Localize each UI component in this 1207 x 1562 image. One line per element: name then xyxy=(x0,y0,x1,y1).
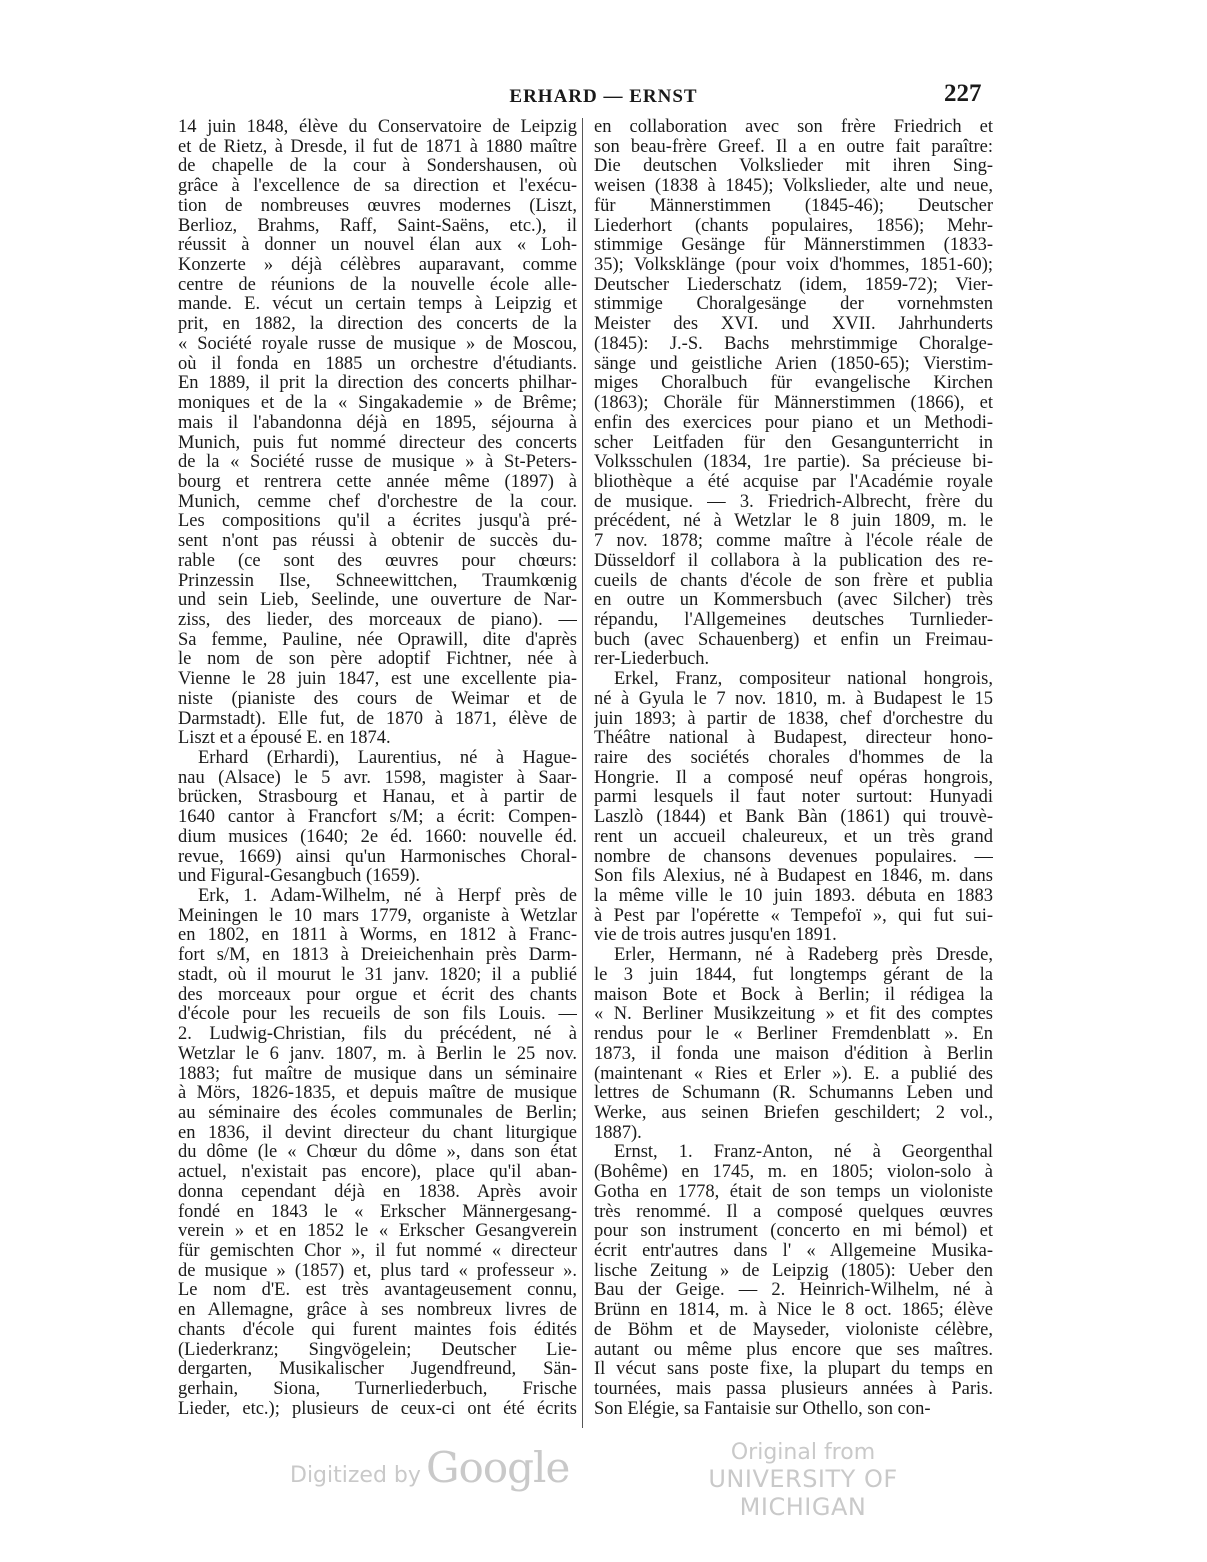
text-line: 14 juin 1848, élève du Conservatoire de Leipzig xyxy=(178,118,577,137)
text-line: moniques et de la « Singakademie » de Brême; xyxy=(178,394,577,414)
text-line: Son Elégie, sa Fantaisie sur Othello, son con- xyxy=(594,1399,931,1419)
left-column xyxy=(178,118,577,1419)
text-line: sent n'ont pas réussi à obtenir de succès du- xyxy=(178,532,577,552)
text-line: juin 1893; à partir de 1838, chef d'orchestre du xyxy=(594,709,993,729)
text-line: Ernst, 1. Franz-Anton, né à Georgenthal xyxy=(614,1143,993,1163)
text-line: de Böhm et de Mayseder, violoniste célèbre, xyxy=(594,1320,993,1340)
text-line: mande. E. vécut un certain temps à Leipzig et xyxy=(178,295,577,315)
text-line: donna cependant déjà en 1838. Après avoir xyxy=(178,1182,577,1202)
text-line: vie de trois autres jusqu'en 1891. xyxy=(594,926,837,946)
text-line: fondé en 1843 le « Erkscher Männergesang- xyxy=(178,1202,577,1222)
text-line: de musique » (1857) et, plus tard « professeur ». xyxy=(178,1261,577,1281)
text-line: écrit entr'autres dans l' « Allgemeine Musika- xyxy=(594,1241,993,1261)
text-line: revue, 1669) ainsi qu'un Harmonisches Choral- xyxy=(178,847,577,867)
text-line: Meiningen le 10 mars 1779, organiste à Wetzlar xyxy=(178,906,577,926)
text-line: brücken, Strasbourg et Hanau, et à partir de xyxy=(178,788,577,808)
text-line: la même ville le 10 juin 1893. débuta en 1883 xyxy=(594,887,993,907)
text-line: bourg et rentrera cette année même (1897) à xyxy=(178,472,577,492)
text-line: Brünn en 1814, m. à Nice le 8 oct. 1865; élève xyxy=(594,1301,993,1321)
text-line: répandu, l'Allgemeines deutsches Turnlieder- xyxy=(594,610,993,630)
text-line: 7 nov. 1878; comme maître à l'école réale de xyxy=(594,532,993,552)
text-line: Lieder, etc.); plusieurs de ceux-ci ont été écrits xyxy=(178,1399,577,1419)
text-line: (maintenant « Ries et Erler »). E. a publié des xyxy=(594,1064,993,1084)
text-line: en collaboration avec son frère Friedrich et xyxy=(594,118,993,137)
text-line: (Liederkranz; Singvögelein; Deutscher Lie- xyxy=(178,1340,577,1360)
text-line: Konzerte » déjà célèbres auparavant, comme xyxy=(178,256,577,276)
text-line: en 1836, il devint directeur du chant liturgique xyxy=(178,1123,577,1143)
text-line: Erkel, Franz, compositeur national hongrois, xyxy=(614,670,993,690)
text-line: de la « Société russe de musique » à St-Peters- xyxy=(178,453,577,473)
text-line: weisen (1838 à 1845); Volkslieder, alte und neue, xyxy=(594,177,993,197)
text-line: dium musices (1640; 2e éd. 1660: nouvelle éd. xyxy=(178,827,577,847)
university-label: UNIVERSITY OF MICHIGAN xyxy=(708,1465,898,1521)
text-line: verein » et en 1852 le « Erkscher Gesangverein xyxy=(178,1222,577,1242)
text-line: und sein Lieb, Seelinde, une ouverture de Nar- xyxy=(178,591,577,611)
text-line: 2. Ludwig-Christian, fils du précédent, né à xyxy=(178,1025,577,1045)
text-line: le nom de son père adoptif Fichtner, née à xyxy=(178,650,577,670)
text-line: Berlioz, Brahms, Raff, Saint-Saëns, etc.), il xyxy=(178,216,577,236)
text-line: 35); Volksklänge (pour voix d'hommes, 1851-60); xyxy=(594,256,993,276)
text-line: Meister des XVI. und XVII. Jahrhunderts xyxy=(594,315,993,335)
text-line: en Allemagne, grâce à ses nombreux livres de xyxy=(178,1301,577,1321)
text-line: son beau-frère Greef. Il a en outre fait paraître: xyxy=(594,137,993,157)
text-line: Munich, puis fut nommé directeur des concerts xyxy=(178,433,577,453)
text-line: lettres de Schumann (R. Schumanns Leben und xyxy=(594,1084,993,1104)
original-from-label: Original from xyxy=(730,1440,876,1465)
text-line: Die deutschen Volkslieder mit ihren Sing- xyxy=(594,157,993,177)
text-line: Laszlò (1844) et Bank Bàn (1861) qui trouvè- xyxy=(594,808,993,828)
text-line: Prinzessin Ilse, Schneewittchen, Traumkœnig xyxy=(178,571,577,591)
text-line: nau (Alsace) le 5 avr. 1598, magister à Saar- xyxy=(178,768,577,788)
text-line: précédent, né à Wetzlar le 8 juin 1809, m. le xyxy=(594,512,993,532)
text-line: nombre de chansons devenues populaires. — xyxy=(594,847,993,867)
text-line: sänge und geistliche Arien (1850-65); Vierstim- xyxy=(594,354,993,374)
text-line: Bau der Geige. — 2. Heinrich-Wilhelm, né à xyxy=(594,1281,993,1301)
text-line: rendus pour le « Berliner Fremdenblatt ». En xyxy=(594,1025,993,1045)
right-column xyxy=(594,118,993,1419)
text-line: miges Choralbuch für evangelische Kirchen xyxy=(594,374,993,394)
text-line: enfin des exercices pour piano et un Methodi- xyxy=(594,413,993,433)
text-line: scher Leitfaden für den Gesangunterricht in xyxy=(594,433,993,453)
text-line: stadt, où il mourut le 31 janv. 1820; il a publié xyxy=(178,965,577,985)
text-line: En 1889, il prit la direction des concerts philhar- xyxy=(178,374,577,394)
text-line: Werke, aus seinen Briefen geschildert; 2 vol., xyxy=(594,1103,993,1123)
text-line: 1873, il fonda une maison d'édition à Berlin xyxy=(594,1044,993,1064)
text-line: cueils de chants d'école de son frère et publia xyxy=(594,571,993,591)
text-line: des morceaux pour orgue et écrit des chants xyxy=(178,985,577,1005)
text-line: fort s/M, en 1813 à Dreieichenhain près Darm- xyxy=(178,946,577,966)
text-line: tournées, mais passa plusieurs années à Paris. xyxy=(594,1380,993,1399)
text-line: en 1802, en 1811 à Worms, en 1812 à Franc- xyxy=(178,926,577,946)
text-line: (Bohême) en 1745, m. en 1805; violon-solo à xyxy=(594,1163,993,1183)
digitized-by-label: Digitized by xyxy=(290,1463,421,1488)
text-line: chants d'école qui furent maintes fois édités xyxy=(178,1320,577,1340)
text-line: (1845): J.-S. Bachs mehrstimmige Choralge- xyxy=(594,334,993,354)
text-line: « N. Berliner Musikzeitung » et fit des comptes xyxy=(594,1005,993,1025)
google-watermark xyxy=(290,1443,569,1492)
text-line: Le nom d'E. est très avantageusement connu, xyxy=(178,1281,577,1301)
text-line: le 3 juin 1844, fut longtemps gérant de la xyxy=(594,965,993,985)
text-line: Darmstadt). Elle fut, de 1870 à 1871, élève de xyxy=(178,709,577,729)
text-line: maison Bote et Bock à Berlin; il rédigea la xyxy=(594,985,993,1005)
text-line: à Pest par l'opérette « Tempefoï », qui fut sui- xyxy=(594,906,993,926)
text-line: tion de nombreuses œuvres modernes (Liszt, xyxy=(178,196,577,216)
text-line: rable (ce sont des œuvres pour chœurs: xyxy=(178,551,577,571)
text-line: et de Rietz, à Dresde, il fut de 1871 à 1880 maître xyxy=(178,137,577,157)
text-line: gerhain, Siona, Turnerliederbuch, Frische xyxy=(178,1380,577,1399)
text-line: dergarten, Musikalischer Jugendfreund, Sän- xyxy=(178,1360,577,1380)
text-line: raire des sociétés chorales d'hommes de la xyxy=(594,749,993,768)
column-divider xyxy=(582,118,583,1428)
text-line: (1863); Choräle für Männerstimmen (1866), et xyxy=(594,394,993,414)
text-line: für Männerstimmen (1845-46); Deutscher xyxy=(594,196,993,216)
text-line: Erk, 1. Adam-Wilhelm, né à Herpf près de xyxy=(198,887,577,907)
text-line: Hongrie. Il a composé neuf opéras hongrois, xyxy=(594,768,993,788)
text-line: Gotha en 1778, était de son temps un violoniste xyxy=(594,1182,993,1202)
text-line: für gemischten Chor », il fut nommé « directeur xyxy=(178,1241,577,1261)
text-line: « Société royale russe de musique » de Moscou, xyxy=(178,334,577,354)
text-line: rent un accueil chaleureux, et un très grand xyxy=(594,827,993,847)
text-line: bliothèque a été acquise par l'Académie royale xyxy=(594,472,993,492)
text-line: 1887). xyxy=(594,1123,642,1143)
text-line: où il fonda en 1885 un orchestre d'étudiants. xyxy=(178,354,577,374)
text-line: Liederhort (chants populaires, 1856); Mehr- xyxy=(594,216,993,236)
text-line: réussit à donner un nouvel élan aux « Loh- xyxy=(178,236,577,256)
text-line: actuel, n'existait pas encore), place qu'il aban- xyxy=(178,1163,577,1183)
text-line: Wetzlar le 6 janv. 1807, m. à Berlin le 25 nov. xyxy=(178,1044,577,1064)
text-line: stimmige Choralgesänge der vornehmsten xyxy=(594,295,993,315)
text-line: né à Gyula le 7 nov. 1810, m. à Budapest le 15 xyxy=(594,689,993,709)
text-line: d'école pour les recueils de son fils Louis. — xyxy=(178,1005,577,1025)
text-line: Erhard (Erhardi), Laurentius, né à Hague- xyxy=(198,749,577,768)
text-line: Il vécut sans poste fixe, la plupart du temps en xyxy=(594,1360,993,1380)
text-line: prit, en 1882, la direction des concerts de la xyxy=(178,315,577,335)
text-line: Sa femme, Pauline, née Oprawill, dite d'après xyxy=(178,630,577,650)
text-line: und Figural-Gesangbuch (1659). xyxy=(178,867,420,887)
text-line: à Mörs, 1826-1835, et depuis maître de musique xyxy=(178,1084,577,1104)
text-line: centre de réunions de la nouvelle école alle- xyxy=(178,275,577,295)
text-line: grâce à l'excellence de sa direction et l'exécu- xyxy=(178,177,577,197)
text-line: lische Zeitung » de Leipzig (1805): Ueber den xyxy=(594,1261,993,1281)
text-line: Liszt et a épousé E. en 1874. xyxy=(178,729,391,749)
text-line: du dôme (le « Chœur du dôme », dans son état xyxy=(178,1143,577,1163)
text-line: Son fils Alexius, né à Budapest en 1846, m. dans xyxy=(594,867,993,887)
text-line: pour son instrument (concerto en mi bémol) et xyxy=(594,1222,993,1242)
google-logo: Google xyxy=(426,1443,570,1492)
text-line: de chapelle de la cour à Sondershausen, où xyxy=(178,157,577,177)
text-line: 1640 cantor à Francfort s/M; a écrit: Compen- xyxy=(178,808,577,828)
text-line: parmi lesquels il faut noter surtout: Hunyadi xyxy=(594,788,993,808)
text-line: niste (pianiste des cours de Weimar et de xyxy=(178,689,577,709)
text-line: Deutscher Liederschatz (idem, 1859-72); Vier- xyxy=(594,275,993,295)
text-line: ziss, des lieder, des morceaux de piano). — xyxy=(178,610,577,630)
text-line: 1883; fut maître de musique dans un séminaire xyxy=(178,1064,577,1084)
text-line: en outre un Kommersbuch (avec Silcher) très xyxy=(594,591,993,611)
text-line: buch (avec Schauenberg) et enfin un Freimau- xyxy=(594,630,993,650)
running-head: ERHARD — ERNST xyxy=(509,86,698,107)
text-line: très renommé. Il a composé quelques œuvres xyxy=(594,1202,993,1222)
text-line: Erler, Hermann, né à Radeberg près Dresde, xyxy=(614,946,993,966)
text-line: Volksschulen (1834, 1re partie). Sa précieuse bi- xyxy=(594,453,993,473)
text-line: de musique. — 3. Friedrich-Albrecht, frère du xyxy=(594,492,993,512)
text-line: stimmige Gesänge für Männerstimmen (1833- xyxy=(594,236,993,256)
text-line: au séminaire des écoles communales de Berlin; xyxy=(178,1103,577,1123)
text-line: Théâtre national à Budapest, directeur hono- xyxy=(594,729,993,749)
text-line: mais il l'abandonna déjà en 1895, séjourna à xyxy=(178,413,577,433)
text-line: rer-Liederbuch. xyxy=(594,650,710,670)
text-line: Les compositions qu'il a écrites jusqu'à pré- xyxy=(178,512,577,532)
text-line: autant ou même plus encore que ses maîtres. xyxy=(594,1340,993,1360)
text-line: Vienne le 28 juin 1847, est une excellente pia- xyxy=(178,670,577,690)
library-watermark xyxy=(668,1440,938,1521)
page-number: 227 xyxy=(944,80,982,107)
text-line: Munich, cemme chef d'orchestre de la cour. xyxy=(178,492,577,512)
text-line: Düsseldorf il collabora à la publication des re- xyxy=(594,551,993,571)
